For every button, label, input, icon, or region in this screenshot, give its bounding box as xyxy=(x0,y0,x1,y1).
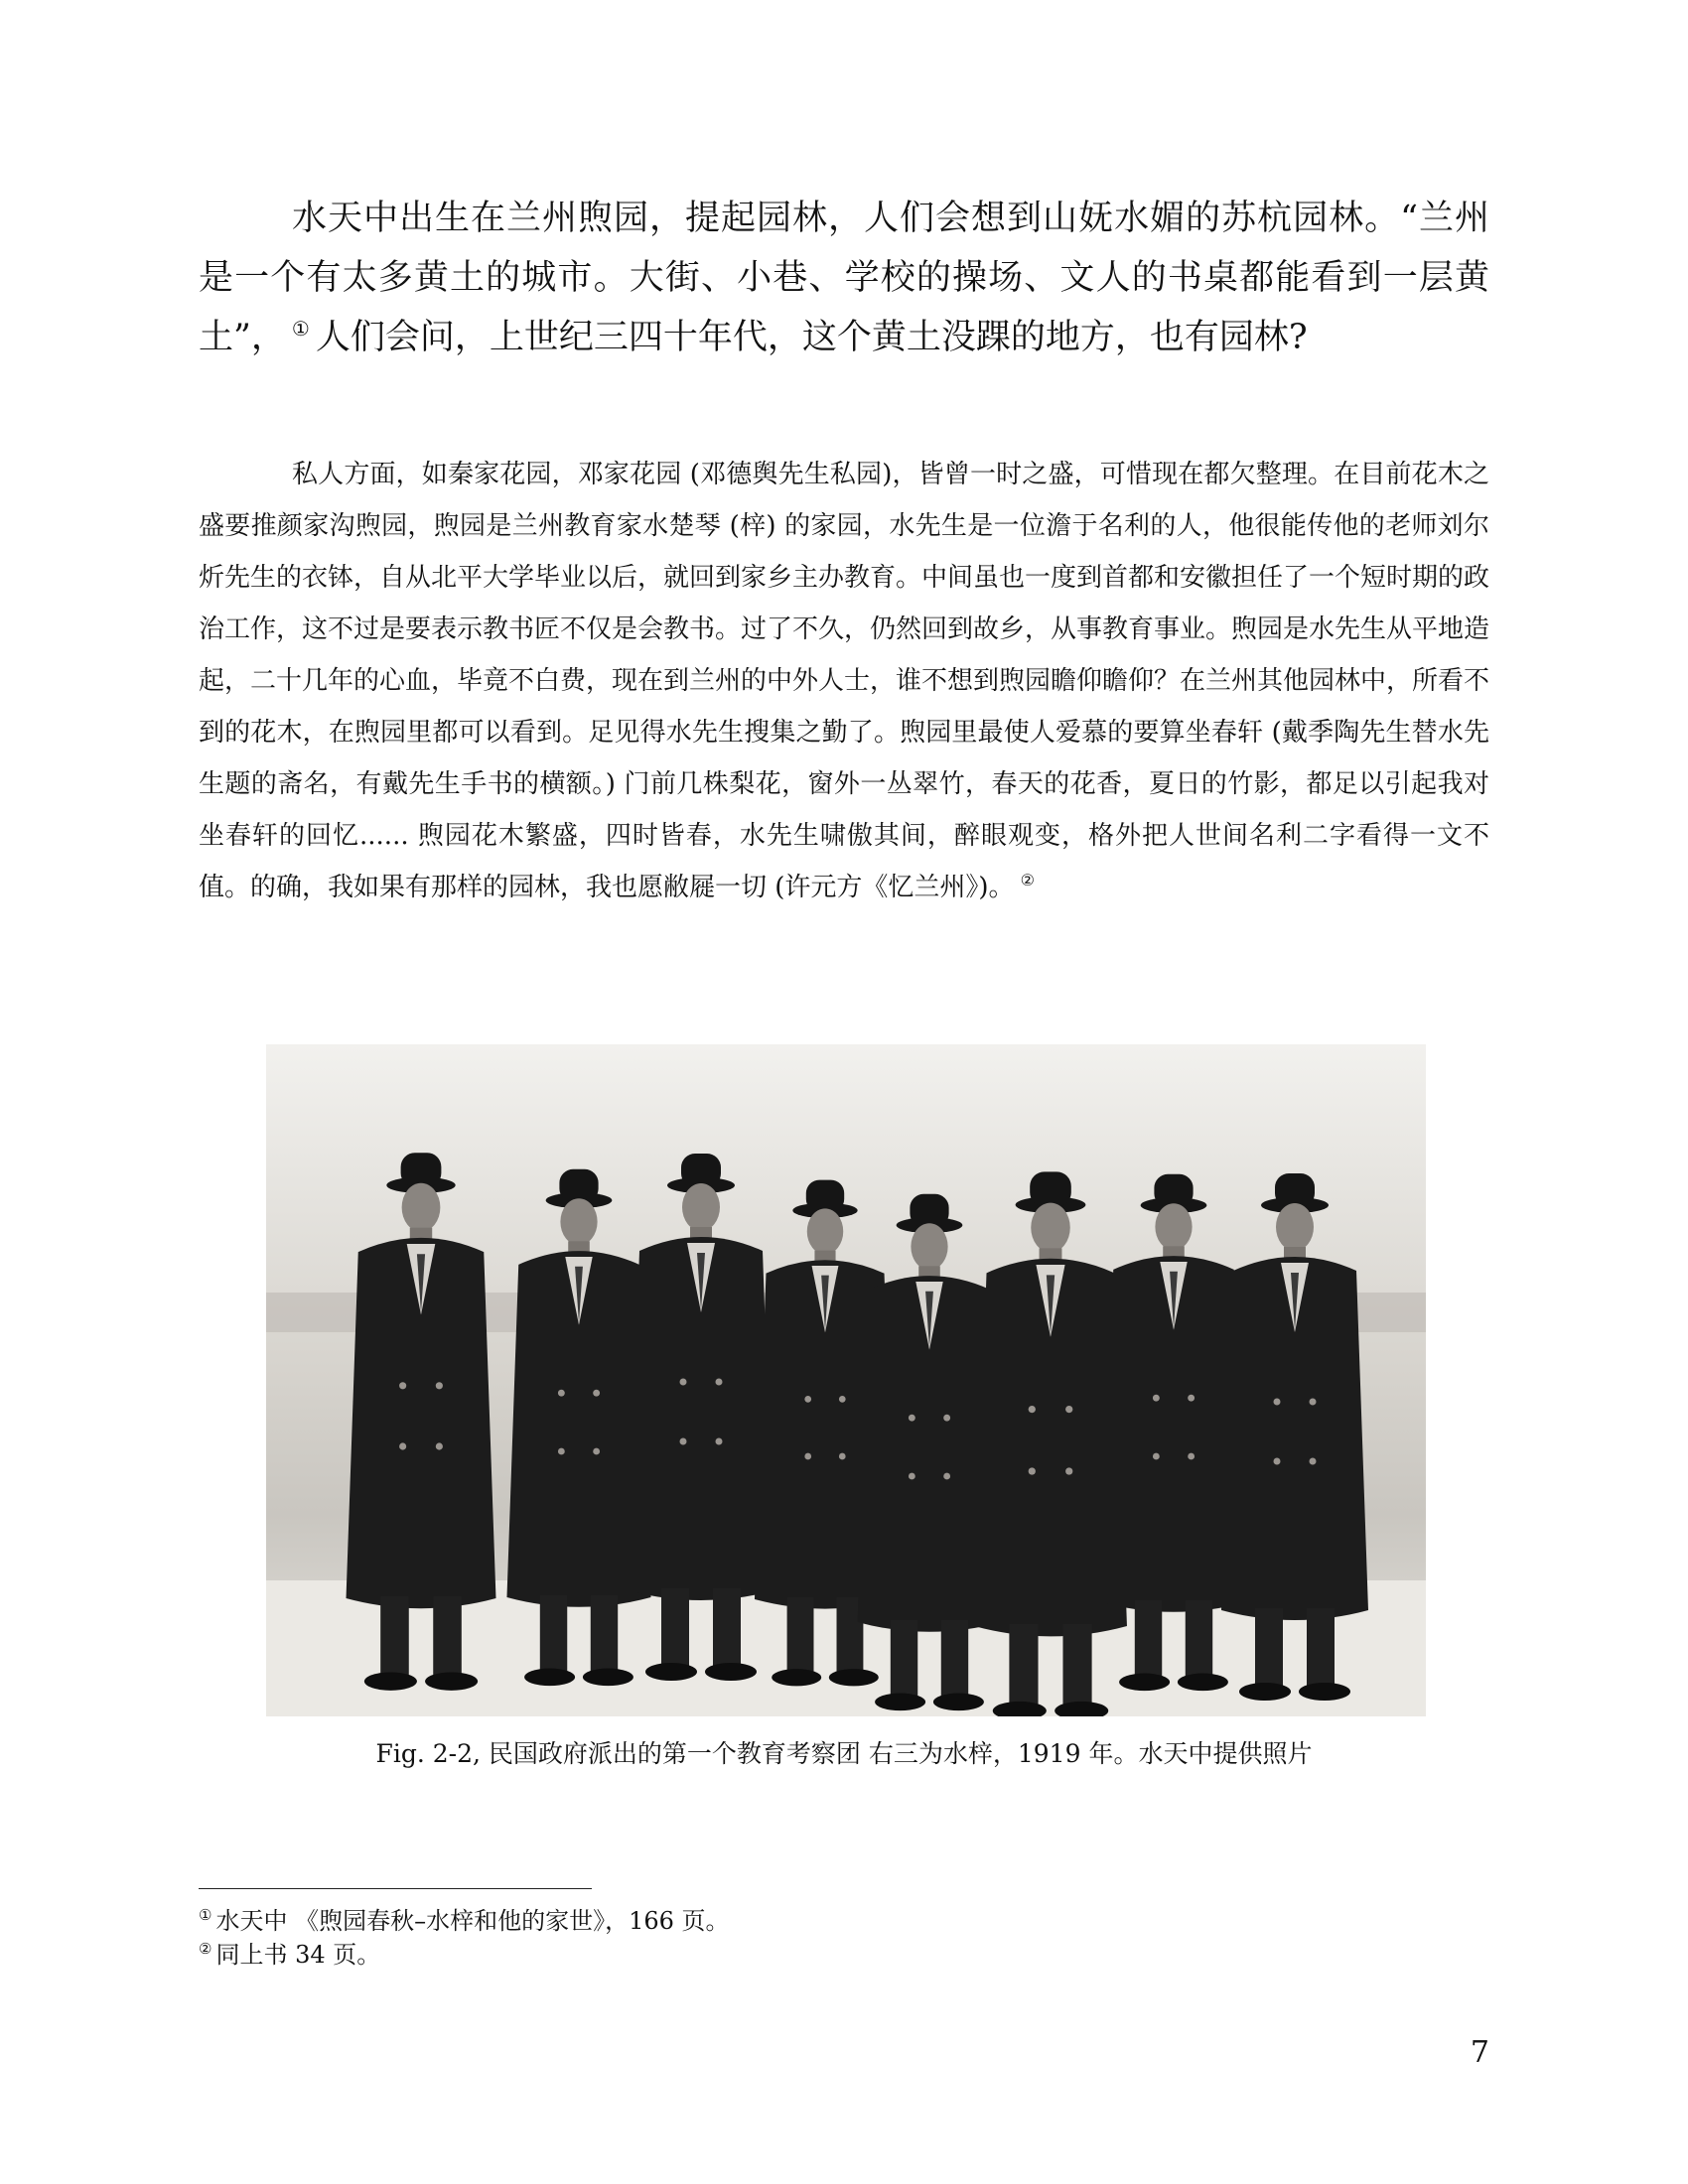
footnote-ref-1[interactable]: ① xyxy=(291,317,310,341)
block-quote xyxy=(199,449,1489,913)
intro-text-after: 人们会问，上世纪三四十年代，这个黄土没踝的地方，也有园林? xyxy=(315,318,1308,357)
intro-text-before: 水天中出生在兰州煦园，提起园林，人们会想到山妩水媚的苏杭园林。“兰州是一个有太多黄土的城市。大街、小巷、学校的操场、文人的书桌都能看到一层黄土”， xyxy=(199,199,1489,357)
footnote-2 xyxy=(199,1938,1390,1972)
footnote-divider xyxy=(199,1888,592,1889)
page-number: 7 xyxy=(1470,2035,1489,2070)
footnote-ref-2[interactable]: ② xyxy=(1020,871,1035,890)
intro-paragraph xyxy=(199,189,1489,367)
footnote-2-text: 同上书 34 页。 xyxy=(215,1941,381,1969)
footnotes xyxy=(199,1904,1390,1972)
footnote-2-mark: ② xyxy=(199,1940,212,1958)
figure-caption: Fig. 2-2, 民国政府派出的第一个教育考察团 右三为水梓，1919 年。水天中提供照片 xyxy=(375,1739,1313,1768)
group-photo-image xyxy=(266,1044,1426,1716)
quote-text: 私人方面，如秦家花园，邓家花园 (邓德舆先生私园)，皆曾一时之盛，可惜现在都欠整理。在目前花木之盛要推颜家沟煦园，煦园是兰州教育家水楚琴 (梓) 的家园，水先生是一位澹于名利的人，他很能传他的老师刘尔炘先生的衣钵，自从北平大学毕业以后，就回到家乡主办教育。中间虽也一度到首都和安徽担任了一个短时期的政治工作，这不过是要表示教书匠不仅是会教书。过了不久，仍然回到故乡，从事教育事业。煦园是水先生从平地造起，二十几年的心血，毕竟不白费，现在到兰州的中外人士，谁不想到煦园瞻仰瞻仰？在兰州其他园林中，所看不到的花木，在煦园里都可以看到。足见得水先生搜集之勤了。煦园里最使人爱慕的要算坐春轩 (戴季陶先生替水先生题的斋名，有戴先生手书的横额。) 门前几株梨花，窗外一丛翠竹，春天的花香，夏日的竹影，都足以引起我对坐春轩的回忆...... 煦园花木繁盛，四时皆春，水先生啸傲其间，醉眼观变，格外把人世间名利二字看得一文不值。的确，我如果有那样的园林，我也愿敝屣一切 (许元方《忆兰州》)。 xyxy=(199,460,1490,902)
footnote-1-text: 水天中 《煦园春秋–水梓和他的家世》，166 页。 xyxy=(215,1907,730,1935)
group-photo xyxy=(266,1044,1426,1716)
footnote-1-mark: ① xyxy=(199,1906,212,1924)
footnote-1 xyxy=(199,1904,1390,1938)
